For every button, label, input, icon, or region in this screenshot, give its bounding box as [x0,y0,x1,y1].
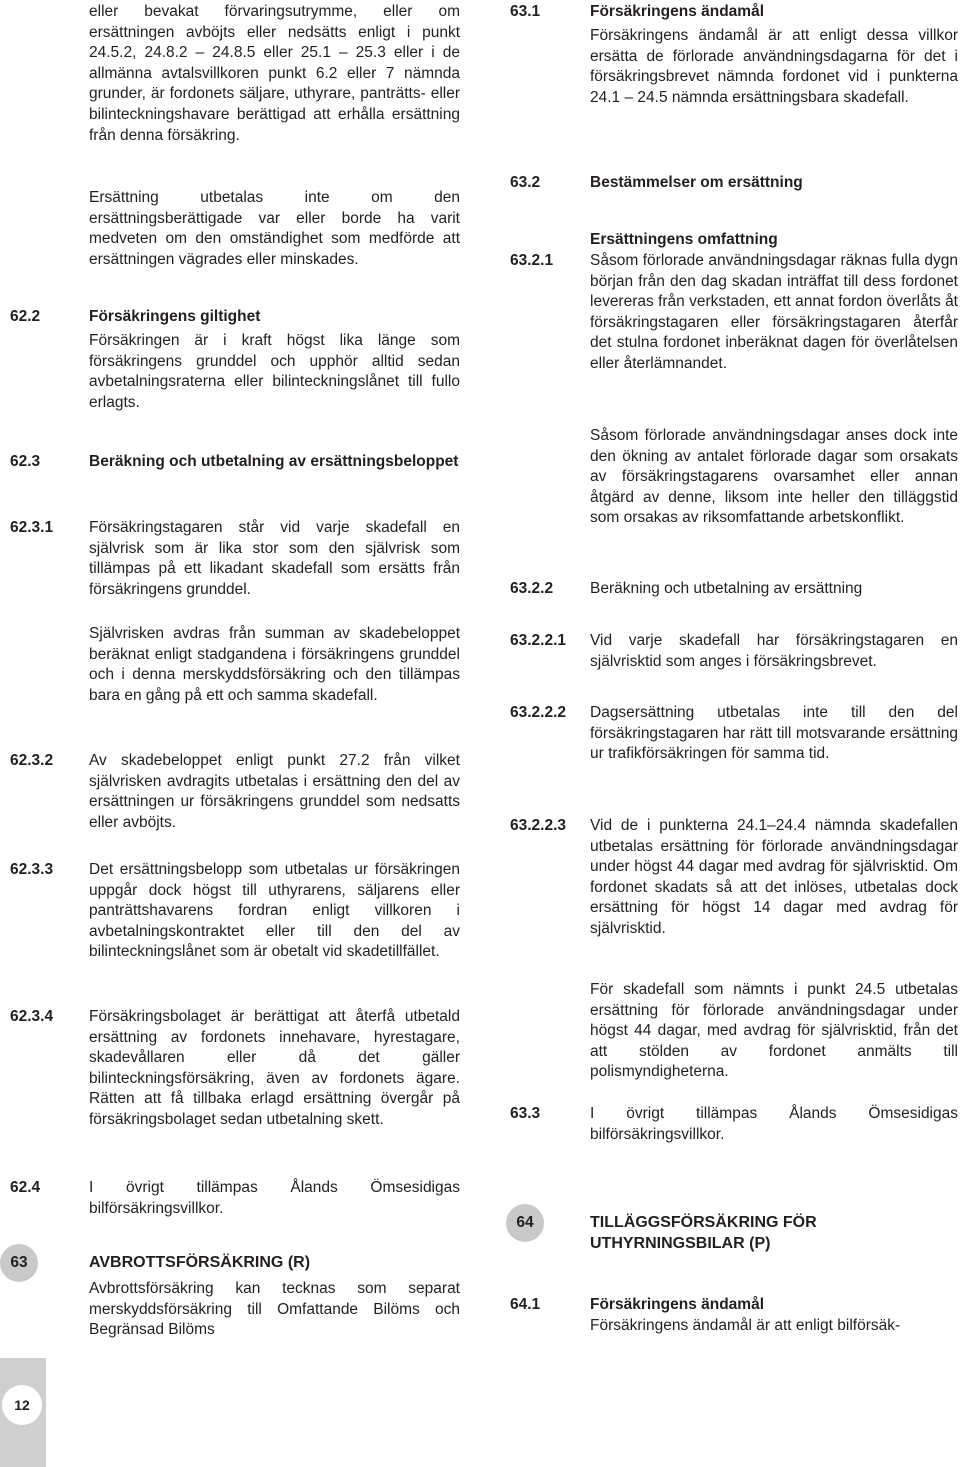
section-63-2-2 [510,579,958,601]
paragraph: Såsom förlorade användningsdagar räknas fulla dygn början från den dag skadan inträffat till dess fordonet levereras från verkstaden, ett annat fordon överlåts åt försäkringstagaren eller försäkringstagaren återfår det stulna fordonet inberäknat dagen för överlåtelsen eller återlämnandet. [590,252,958,372]
paragraph: Såsom förlorade användningsdagar anses dock inte den ökning av antalet förlorade dagar som orsakats av försäkringstagarens ovarsamhet eller annan åtgärd av denne, liksom inte heller den tilläggstid som orsakas av riksomfattande arbetskonflikt. [590,427,958,527]
section-62-3-4 [0,1007,460,1157]
paragraph: Ersättning utbetalas inte om den ersättningsberättigade var eller borde ha varit medveten om den omständighet som medförde att ersättningen vägrades eller minskades. [89,189,460,268]
paragraph: Självrisken avdras från summan av skadebeloppet beräknat enligt stadgandena i försäkringens grunddel och i denna merskyddsförsäkring och den tillämpas bara en gång på ett och samma skadefall. [89,625,460,704]
paragraph: Försäkringen är i kraft högst lika länge som försäkringens grunddel och upphör alltid sedan avbetalningsraterna eller bilinteckningslånet till fullo erlagts. [89,332,460,411]
intro-continuation [0,2,460,172]
section-heading: Försäkringens ändamål [590,1296,765,1313]
paragraph: Dagsersättning utbetalas inte till den del försäkringstagaren har rätt till motsvarande ersättning ur trafikförsäkringen för samma tid. [590,704,958,763]
paragraph: Beräkning och utbetalning av ersättning [590,580,863,597]
section-62-3-1 [0,518,460,728]
section-number: 63.2.2.2 [510,704,567,721]
section-62-3 [0,452,460,496]
section-number: 63.2 [510,174,541,191]
section-heading: Ersättningens omfattning [590,231,778,248]
section-62-4 [0,1178,460,1222]
section-number: 63.2.2.3 [510,817,567,834]
paragraph: Vid de i punkterna 24.1–24.4 nämnda skadefallen utbetalas ersättning för förlorade användningsdagar under högst 44 dagar med avdrag för självrisktid. Om fordonet skadats så att det inlöses, utbetalas dock ersättning för högst 14 dagar med avdrag för självrisktid. [590,817,958,937]
section-number: 62.3 [10,453,41,470]
section-number: 62.2 [10,308,41,325]
paragraph: eller bevakat förvaringsutrymme, eller om ersättningen avböjts eller nedsätts enligt i punkt 24.5.2, 24.8.2 – 24.8.5 eller 25.1 – 25.3 eller i de allmänna avtalsvillkoren punkt 6.2 eller 7 nämnda grunder, är fordonets säljare, uthyrare, panträtts- eller bilinteckningshavare berättigad att erhålla ersättning från denna försäkring. [89,3,460,144]
paragraph: Försäkringens ändamål är att enligt dessa villkor ersätta de förlorade användningsdagarna för det i försäkringsbrevet nämnda fordonet vid i punkterna 24.1 – 24.5 nämnda ersättningsbara skadefall. [590,27,958,106]
paragraph: Av skadebeloppet enligt punkt 27.2 från vilket självrisken avdragits utbetalas i ersättning den del av ersättningen ur försäkringens grunddel som nedsatts eller avböjts. [89,752,460,831]
section-number: 63.1 [510,3,541,20]
section-63-2-1 [510,230,958,550]
section-number: 63.2.2.1 [510,632,567,649]
section-number: 63.3 [510,1105,541,1122]
paragraph: Försäkringsbolaget är berättigat att återfå utbetald ersättning av fordonets innehavare, hyrestagare, skadevållaren eller då det gäller bilinteckningsförsäkring, även av fordonets ägare. Rätten att få tillbaka erlagd ersättning övergår på försäkringsbolaget sedan utbetalning skett. [89,1008,460,1128]
section-63-2-2-3 [510,816,958,1081]
section-heading: Försäkringens giltighet [89,308,261,325]
section-62-3-3 [0,860,460,990]
section-62-3-2 [0,751,460,841]
section-number: 64.1 [510,1296,541,1313]
section-heading: Bestämmelser om ersättning [590,174,803,191]
intro-paragraph-2 [0,188,460,272]
section-64-1 [510,1295,958,1341]
paragraph: I övrigt tillämpas Ålands Ömsesidigas bilförsäkringsvillkor. [89,1179,460,1217]
section-number-badge: 63 [0,1244,38,1282]
section-62-2 [0,307,460,417]
section-number: 63.2.2 [510,580,554,597]
section-title: TILLÄGGSFÖRSÄKRING FÖR UTHYRNINGSBILAR (P) [590,1214,817,1252]
paragraph: Försäkringstagaren står vid varje skadefall en självrisk som är lika stor som den självrisk som tillämpas på ett likadant skadefall som ersätts från försäkringens grunddel. [89,519,460,598]
section-heading: Beräkning och utbetalning av ersättningsbeloppet [89,453,459,470]
section-number: 62.3.1 [10,519,54,536]
paragraph: Det ersättningsbelopp som utbetalas ur försäkringen uppgår dock högst till uthyrarens, säljarens eller panträttshavarens fordran enligt villkoren i avbetalningskontraktet eller till den del av bilinteckningslånet som är obetalt vid skadetillfället. [89,861,460,961]
paragraph: Avbrottsförsäkring kan tecknas som separat merskyddsförsäkring till Omfattande Bilöms och Begränsad Bilöms [89,1280,460,1339]
section-heading: Försäkringens ändamål [590,3,765,20]
section-number: 62.3.2 [10,752,54,769]
section-64 [510,1204,958,1252]
paragraph: För skadefall som nämnts i punkt 24.5 utbetalas ersättning för förlorade användningsdagar under högst 44 dagar, med avdrag för självrisktid, från det att stölden av fordonet anmälts till polismyndigheterna. [590,981,958,1081]
section-number: 62.3.3 [10,861,54,878]
section-63-3 [510,1104,958,1148]
page-number: 12 [2,1385,42,1425]
section-63-2 [510,173,958,195]
section-63 [0,1244,460,1344]
section-63-1 [510,2,958,132]
section-number: 62.3.4 [10,1008,54,1025]
paragraph: Försäkringens ändamål är att enligt bilförsäk- [590,1317,901,1334]
section-number-badge: 64 [506,1204,544,1242]
section-number: 62.4 [10,1179,41,1196]
paragraph: Vid varje skadefall har försäkringstagaren en självrisktid som anges i försäkringsbrevet. [590,632,958,670]
section-63-2-2-2 [510,703,958,791]
section-number: 63.2.1 [510,252,554,269]
paragraph: I övrigt tillämpas Ålands Ömsesidigas bilförsäkringsvillkor. [590,1105,958,1143]
section-63-2-2-1 [510,631,958,675]
section-title: AVBROTTSFÖRSÄKRING (R) [89,1254,311,1271]
